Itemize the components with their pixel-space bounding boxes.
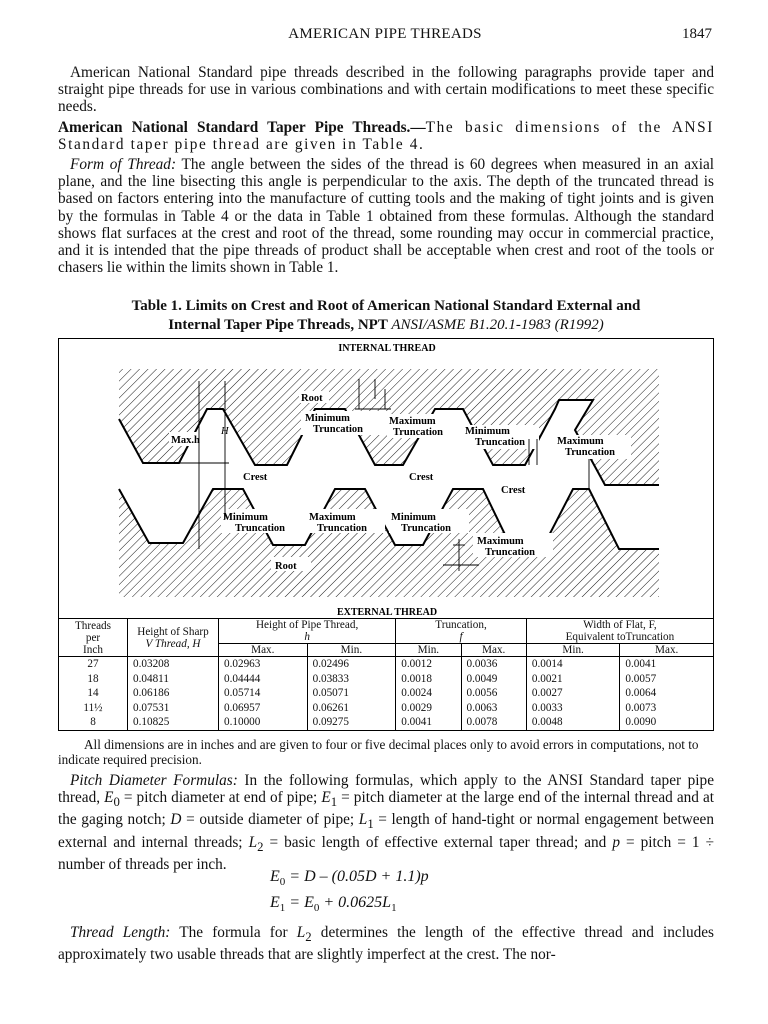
form-of-thread-text: The angle between the sides of the thread is 60 degrees when measured in an axial plane, and the line bisecting this angle is perpendicular to the axis. The depth of the truncated thread is based on factors entering into the manufacture of cutting tools and the making of tight joints and is given by the formulas in Table 4 or the data in Table 1 obtained from these formulas. Although the standard shows flat surfaces at the crest and root of the thread, some rounding may occur in commercial practice, and it is intended that the pipe threads of product shall be acceptable when crest and root of the tools or chasers lie within the limits shown in Table 1. [58, 156, 714, 277]
external-thread-label: EXTERNAL THREAD [336, 607, 438, 618]
thread-diagram [58, 338, 714, 619]
crest-label-2: Crest [409, 472, 434, 483]
maximum-label-2: Maximum [557, 436, 604, 447]
subhead-min-3: Min. [526, 644, 620, 657]
table-row: 11½ 0.07531 0.06957 0.06261 0.0029 0.0063 0.0033 0.0073 [59, 701, 714, 716]
truncation-label-8: Truncation [485, 547, 535, 558]
page-number: 1847 [682, 26, 712, 42]
running-header [58, 26, 712, 46]
crest-label-3: Crest [501, 485, 526, 496]
minimum-label-3: Minimum [223, 512, 268, 523]
table-body [59, 657, 714, 731]
subhead-min-1: Min. [307, 644, 396, 657]
max-h-label: Max.h [171, 435, 200, 446]
minimum-label-4: Minimum [391, 512, 436, 523]
root-label-top: Root [301, 393, 323, 404]
truncation-label-3: Truncation [475, 437, 525, 448]
table-caption-standard: ANSI/ASME B1.20.1-1983 (R1992) [391, 317, 604, 333]
root-label-bottom: Root [275, 561, 297, 572]
external-thread-body [119, 489, 659, 597]
subhead-max-2: Max. [461, 644, 526, 657]
pitch-diameter-paragraph: Pitch Diameter Formulas: In the following formulas, which apply to the ANSI Standard taper pipe thread, $E_0$ = pitch diameter at end of pipe; $E_1$ = pitch diameter at the large end of the internal thread and at the gaging notch; D = outside diameter of pipe; $L_1$ = length of hand-tight or normal engagement between external and internal threads; $L_2$ = basic length of effective external taper thread; and p = pitch = 1 ÷ number of threads per inch. [58, 772, 714, 873]
table-caption-line2 [58, 316, 714, 335]
truncation-label-2: Truncation [393, 427, 443, 438]
internal-thread-label: INTERNAL THREAD [338, 343, 436, 354]
maximum-label-1: Maximum [389, 416, 436, 427]
subhead-max-1: Max. [219, 644, 308, 657]
truncation-label-6: Truncation [317, 523, 367, 534]
taper-section-text: The basic dimensions of the ANSI Standard taper pipe thread are given in Table 4. [58, 118, 714, 153]
truncation-label-4: Truncation [565, 447, 615, 458]
upper-body-text [58, 64, 714, 276]
limits-table [58, 619, 714, 731]
form-of-thread-label: Form of Thread: [70, 156, 177, 174]
minimum-label-1: Minimum [305, 413, 350, 424]
col-height-pipe: Height of Pipe Thread, h [219, 619, 396, 644]
table-caption [58, 297, 714, 335]
intro-paragraph: American National Standard pipe threads described in the following paragraphs provide taper and straight pipe threads for use in various combinations and with certain modifications to meet these specific needs. [58, 64, 714, 116]
h-symbol-label: H [221, 426, 229, 437]
pitch-diameter-label: Pitch Diameter Formulas: [70, 772, 238, 789]
table-caption-bold: Internal Taper Pipe Threads, NPT [168, 317, 388, 333]
maximum-label-4: Maximum [477, 536, 524, 547]
formula-e1: $E_1 = E_0 + 0.0625L_1$ [270, 894, 397, 915]
col-width-flat: Width of Flat, F, Equivalent toTruncation [526, 619, 713, 644]
col-height-sharp: Height of Sharp V Thread, H [128, 619, 219, 657]
subhead-min-2: Min. [396, 644, 461, 657]
crest-label-1: Crest [243, 472, 268, 483]
truncation-label-5: Truncation [235, 523, 285, 534]
thread-diagram-svg [59, 339, 715, 620]
thread-length-paragraph: Thread Length: The formula for $L_2$ determines the length of the effective thread and includes approximately two usable threads that are slightly imperfect at the crest. The nor- [58, 924, 714, 964]
maximum-label-3: Maximum [309, 512, 356, 523]
taper-section-paragraph [58, 119, 714, 153]
subhead-max-3: Max. [620, 644, 714, 657]
pitch-diameter-formulas [270, 868, 429, 920]
truncation-label-7: Truncation [401, 523, 451, 534]
table-row: 18 0.04811 0.04444 0.03833 0.0018 0.0049 0.0021 0.0057 [59, 672, 714, 687]
table-caption-line1: Table 1. Limits on Crest and Root of American National Standard External and [131, 298, 641, 314]
minimum-label-2: Minimum [465, 426, 510, 437]
col-truncation: Truncation, f [396, 619, 527, 644]
col-threads-per-inch: Threads per Inch [59, 619, 128, 657]
table-row: 8 0.10825 0.10000 0.09275 0.0041 0.0078 0.0048 0.0090 [59, 715, 714, 730]
form-of-thread-paragraph [58, 156, 714, 276]
table-row: 14 0.06186 0.05714 0.05071 0.0024 0.0056 0.0027 0.0064 [59, 686, 714, 701]
page-header-title: AMERICAN PIPE THREADS [288, 26, 482, 42]
table-footnote: All dimensions are in inches and are given to four or five decimal places only to avoid errors in computations, not to indicate required precision. [58, 737, 699, 767]
thread-length-label: Thread Length: [70, 924, 171, 941]
table-row: 27 0.03208 0.02963 0.02496 0.0012 0.0036 0.0014 0.0041 [59, 657, 714, 672]
taper-section-heading: American National Standard Taper Pipe Threads.— [58, 118, 426, 136]
formula-e0: $E_0 = D - (0.05D + 1.1)p$ [270, 868, 429, 889]
truncation-label-1: Truncation [313, 424, 363, 435]
